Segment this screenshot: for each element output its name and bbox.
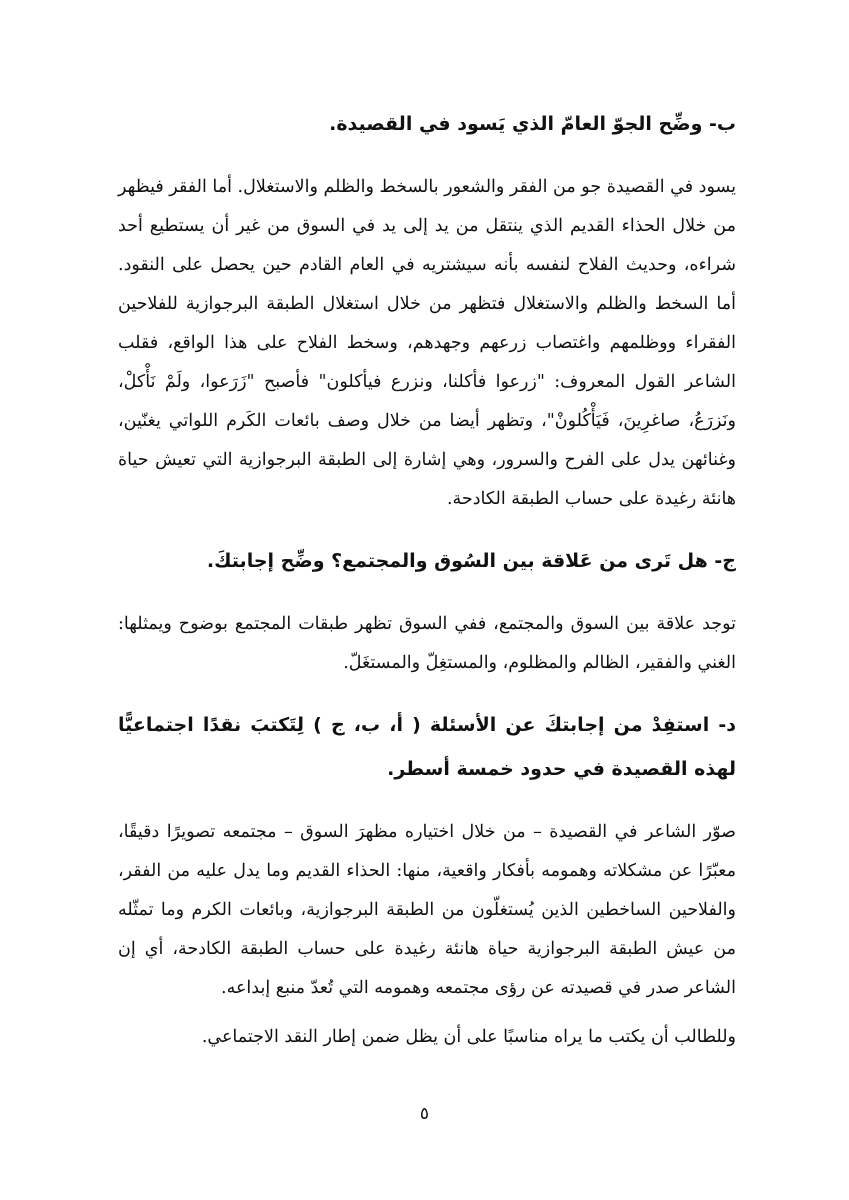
question-b-heading: ب- وضِّح الجوّ العامّ الذي يَسود في القصيدة. [329,113,736,135]
answer-d-paragraph: صوّر الشاعر في القصيدة – من خلال اختياره مظهرَ السوق – مجتمعه تصويرًا دقيقًا، معبّرًا عن مشكلاته وهمومه بأفكار واقعية، منها: الحذاء القديم وما يدل عليه من الفقر، والفلاحين الساخطين الذين يُستغلّون من الطبقة البرجوازية، وبائعات الكرم وما تمثّله من عيش الطبقة البرجوازية حياة هانئة رغيدة على حساب الطبقة الكادحة، أي إن الشاعر صدر في قصيدته عن رؤى مجتمعه وهمومه التي تُعدّ منبع إبداعه. [118,822,736,998]
answer-c-paragraph: توجد علاقة بين السوق والمجتمع، ففي السوق تظهر طبقات المجتمع بوضوح ويمثلها: الغني والفقير، الظالم والمظلوم، والمستغِلّ والمستغَلّ. [118,614,736,673]
student-note: وللطالب أن يكتب ما يراه مناسبًا على أن يظل ضمن إطار النقد الاجتماعي. [201,1027,736,1047]
question-d-heading: د- استفِدْ من إجابتكَ عن الأسئلة ( أ، ب، ج ) لِتَكتبَ نقدًا اجتماعيًّا لهذه القصيدة في حدود خمسة أسطر. [118,714,736,780]
page-number: ٥ [419,1104,430,1124]
question-c-heading: ج- هل تَرى من عَلاقة بين السُوق والمجتمع؟ وضِّح إجابتكَ. [206,550,736,572]
answer-b-paragraph: يسود في القصيدة جو من الفقر والشعور بالسخط والظلم والاستغلال. أما الفقر فيظهر من خلال الحذاء القديم الذي ينتقل من يد إلى يد في السوق من غير أن يستطيع أحد شراءه، وحديث الفلاح لنفسه بأنه سيشتريه في العام القادم حين يحصل على النقود. أما السخط والظلم والاستغلال فتظهر من خلال استغلال الطبقة البرجوازية للفلاحين الفقراء ووظلمهم واغتصاب زرعهم وجهدهم، وسخط الفلاح على هذا الواقع، فقلب الشاعر القول المعروف: "زرعوا فأكلنا، ونزرع فيأكلون" فأصبح "زَرَعوا، ولَمْ نَأْكلْ، ونَزرَعُ، صاغرِينَ، فَيَأْكُلونْ"، وتظهر أيضا من خلال وصف بائعات الكَرم اللواتي يغنّين، وغنائهن يدل على الفرح والسرور، وهي إشارة إلى الطبقة البرجوازية التي تعيش حياة هانئة رغيدة على حساب الطبقة الكادحة. [118,177,736,509]
document-page [118,102,736,1077]
